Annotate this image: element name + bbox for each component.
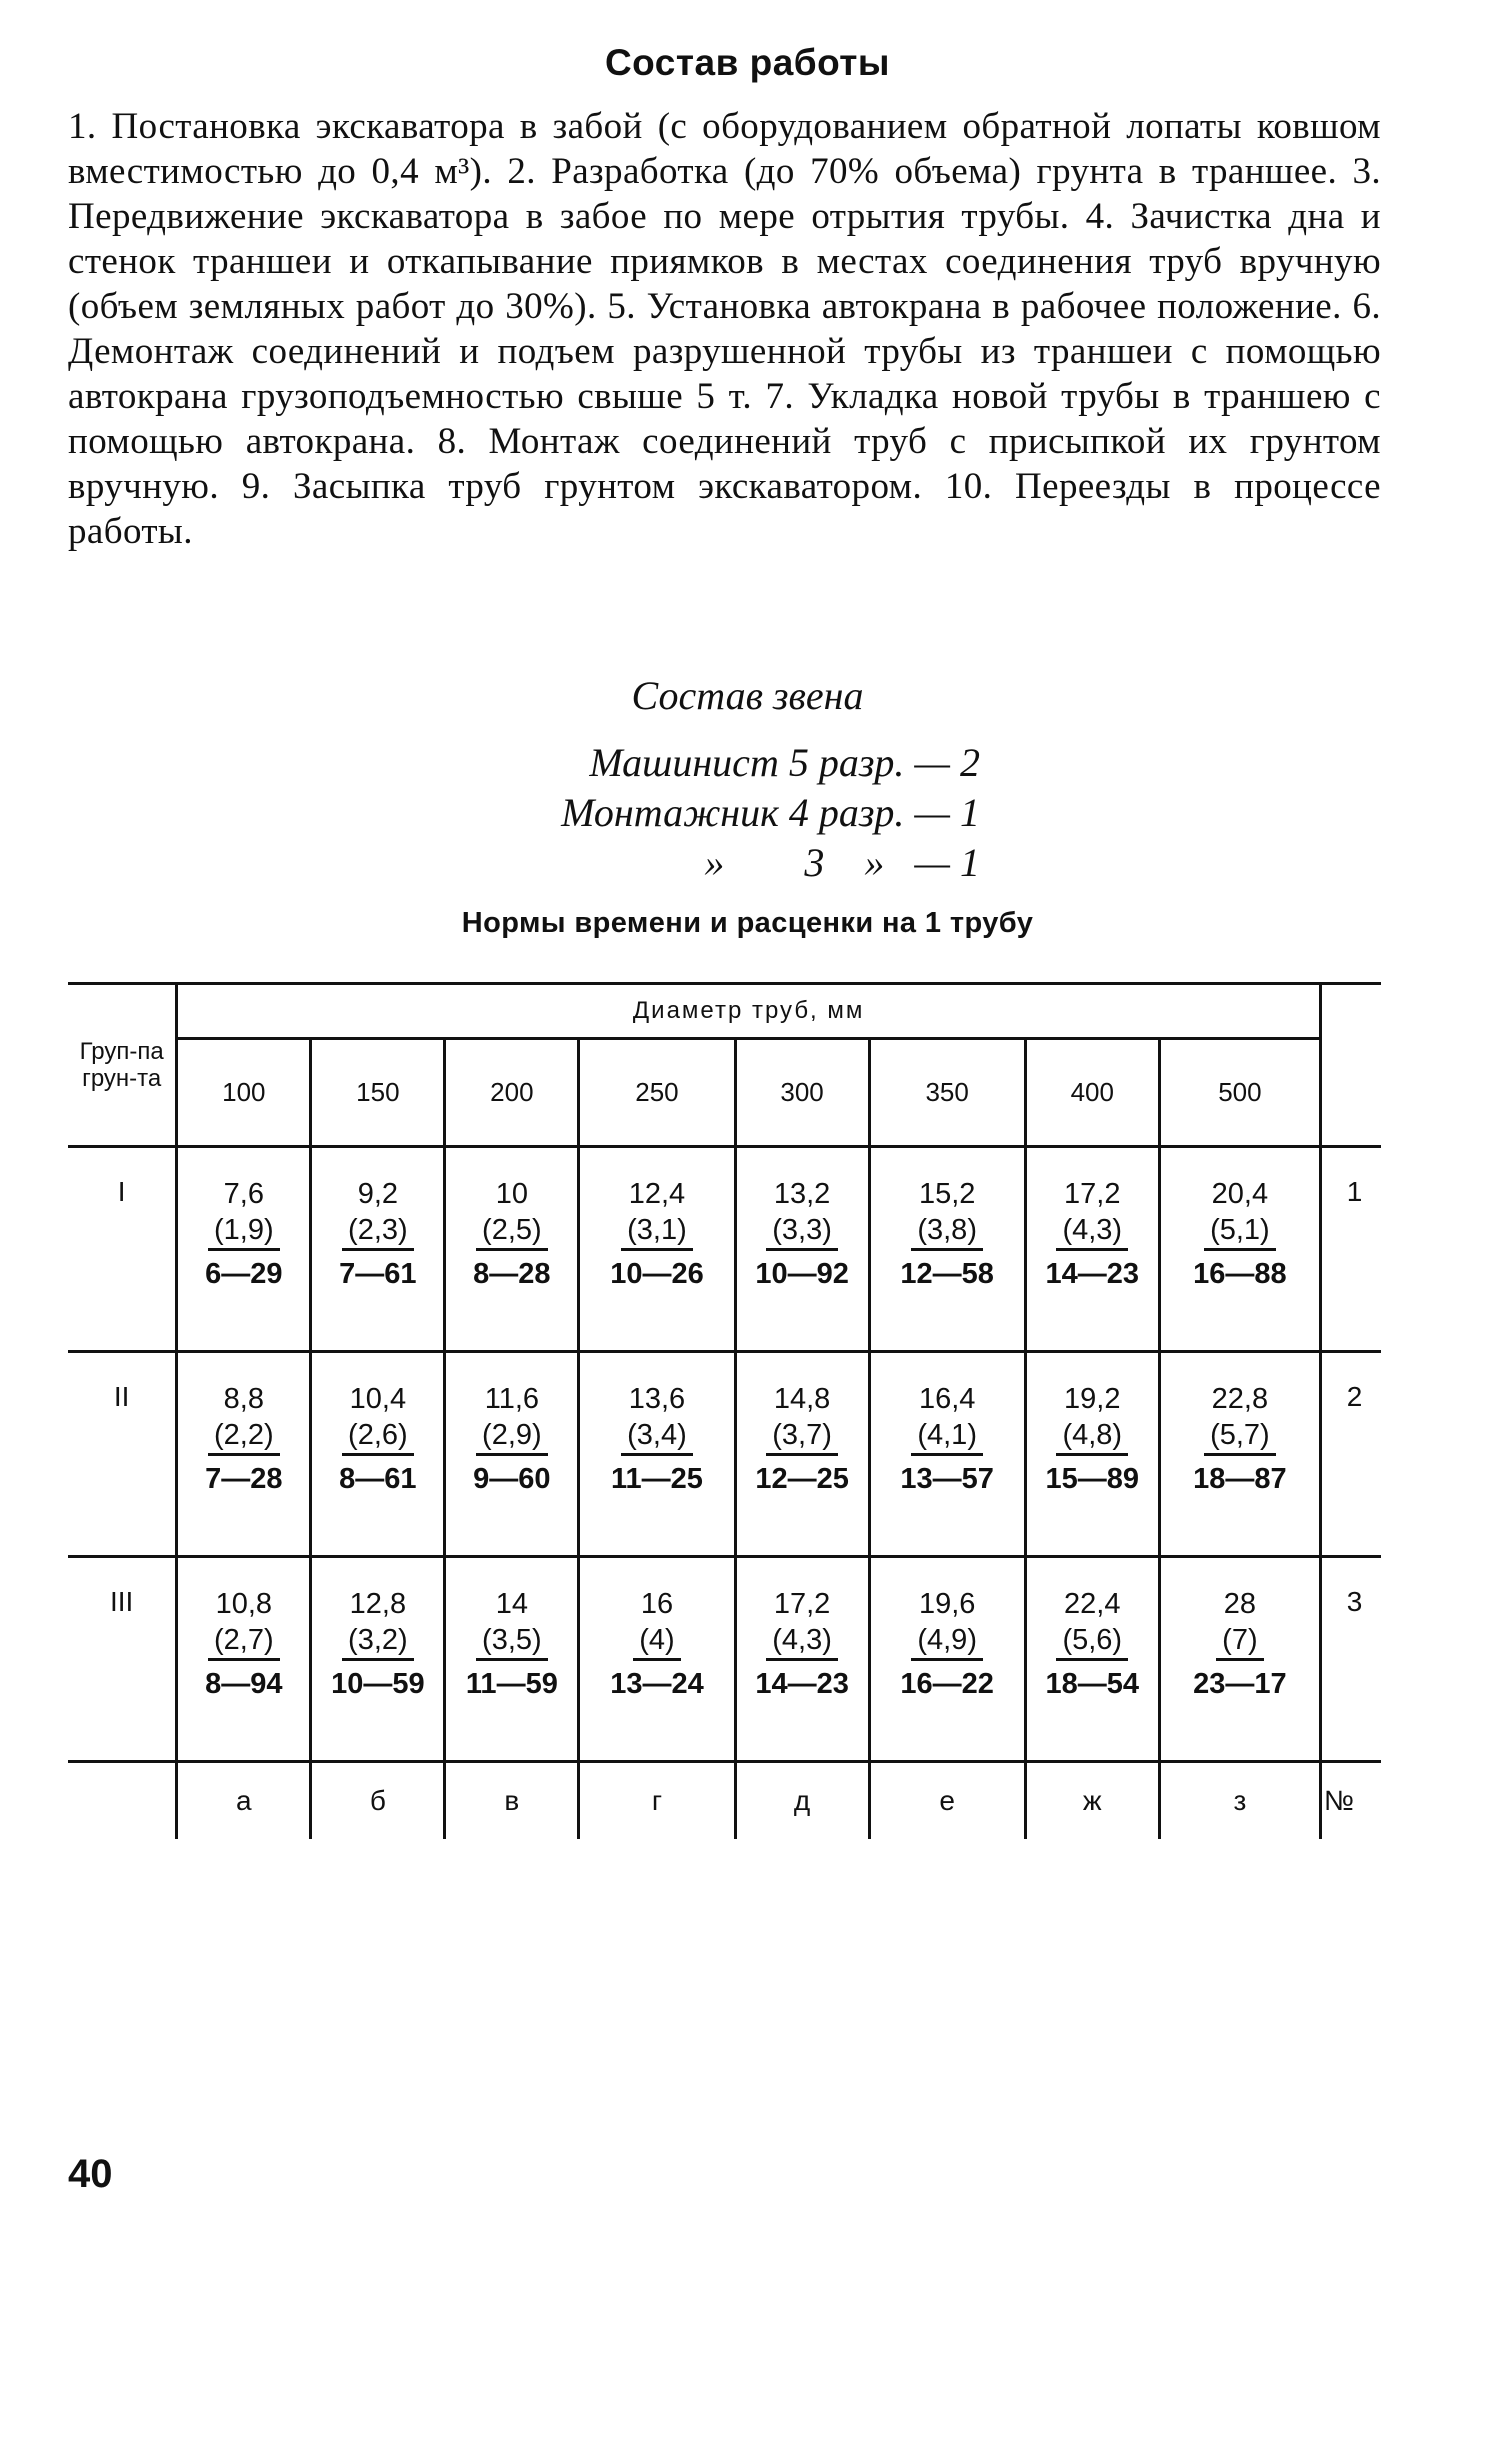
- rate-value: 8—28: [473, 1258, 551, 1290]
- machinist-time: (3,7): [766, 1417, 838, 1456]
- machinist-time: (4,9): [911, 1622, 983, 1661]
- time-norm: 20,4: [1211, 1178, 1269, 1210]
- norm-cell: [1159, 1557, 1320, 1762]
- machinist-time: (5,6): [1056, 1622, 1128, 1661]
- machinist-time: (2,6): [342, 1417, 414, 1456]
- table-row: [68, 1352, 1381, 1557]
- machinist-time: (3,5): [476, 1622, 548, 1661]
- rate-value: 12—58: [900, 1258, 994, 1290]
- pipe-diameter-header: Диаметр труб, мм: [177, 984, 1321, 1039]
- column-letter: е: [869, 1762, 1025, 1840]
- time-norm: 19,6: [918, 1588, 976, 1620]
- soil-group-cell: III: [68, 1557, 177, 1762]
- row-number: 2: [1321, 1352, 1382, 1557]
- time-norm: 8,8: [223, 1383, 264, 1415]
- blank-cell: [68, 1762, 177, 1840]
- machinist-time: (3,2): [342, 1622, 414, 1661]
- machinist-time: (4,3): [766, 1622, 838, 1661]
- soil-group-header: Груп-па грун-та: [68, 984, 177, 1147]
- rate-value: 23—17: [1193, 1668, 1287, 1700]
- norm-cell: [1025, 1147, 1159, 1352]
- norms-table: [68, 982, 1381, 1839]
- crew-row: » 3 » — 1: [704, 840, 980, 885]
- machinist-time: (3,3): [766, 1212, 838, 1251]
- rate-value: 16—88: [1193, 1258, 1287, 1290]
- time-norm: 14: [495, 1588, 528, 1620]
- rate-value: 10—92: [755, 1258, 849, 1290]
- diameter-column-header: 200: [445, 1039, 579, 1147]
- time-norm: 12,8: [349, 1588, 407, 1620]
- time-norm: 12,4: [628, 1178, 686, 1210]
- machinist-time: (4,3): [1056, 1212, 1128, 1251]
- column-letters-row: [68, 1762, 1381, 1840]
- work-composition-text: 1. Постановка экскаватора в забой (с оборудованием обратной лопаты ковшом вместимостью до 0,4 м³). 2. Разработка (до 70% объема) грунта в траншее. 3. Передвижение экскаватора в забое по мере отрытия трубы. 4. Зачистка дна и стенок траншеи и откапывание приямков в местах соединения труб вручную (объем земляных работ до 30%). 5. Установка автокрана в рабочее положение. 6. Демонтаж соединений и подъем разрушенной трубы из траншеи с помощью автокрана грузоподъемностью свыше 5 т. 7. Укладка новой трубы в траншею с помощью автокрана. 8. Монтаж соединений труб с присыпкой их грунтом вручную. 9. Засыпка труб грунтом экскаватором. 10. Переезды в процессе работы.: [68, 106, 1381, 552]
- diameter-column-header: 150: [311, 1039, 445, 1147]
- rate-value: 16—22: [900, 1668, 994, 1700]
- column-letter: в: [445, 1762, 579, 1840]
- time-norm: 10: [495, 1178, 528, 1210]
- norm-cell: [177, 1147, 311, 1352]
- machinist-time: (1,9): [208, 1212, 280, 1251]
- rate-value: 11—25: [611, 1463, 703, 1495]
- norm-cell: [311, 1147, 445, 1352]
- machinist-time: (5,7): [1204, 1417, 1276, 1456]
- rate-value: 8—61: [339, 1463, 417, 1495]
- machinist-time: (2,2): [208, 1417, 280, 1456]
- norm-cell: [579, 1352, 735, 1557]
- norm-cell: [869, 1557, 1025, 1762]
- rate-value: 9—60: [473, 1463, 551, 1495]
- machinist-time: (3,4): [621, 1417, 693, 1456]
- table-header-row: [68, 984, 1381, 1039]
- norm-cell: [445, 1352, 579, 1557]
- column-letter: г: [579, 1762, 735, 1840]
- norm-cell: [1159, 1352, 1320, 1557]
- time-norm: 9,2: [357, 1178, 399, 1210]
- time-norm: 13,6: [628, 1383, 686, 1415]
- rate-value: 10—59: [331, 1668, 425, 1700]
- diameter-column-header: 350: [869, 1039, 1025, 1147]
- work-composition-title: Состав работы: [604, 42, 891, 83]
- machinist-time: (2,9): [476, 1417, 548, 1456]
- diameter-column-header: 100: [177, 1039, 311, 1147]
- soil-group-cell: I: [68, 1147, 177, 1352]
- rate-value: 18—54: [1045, 1668, 1140, 1700]
- time-norm: 22,4: [1064, 1588, 1121, 1620]
- column-letter: з: [1159, 1762, 1320, 1840]
- machinist-time: (4,8): [1056, 1417, 1128, 1456]
- norm-cell: [1159, 1147, 1320, 1352]
- column-letter: д: [735, 1762, 869, 1840]
- number-sign: №: [1321, 1762, 1382, 1840]
- time-norm: 14,8: [773, 1383, 831, 1415]
- norm-cell: [445, 1557, 579, 1762]
- column-letter: б: [311, 1762, 445, 1840]
- rate-value: 7—28: [205, 1463, 283, 1495]
- norm-cell: [445, 1147, 579, 1352]
- rate-value: 14—23: [1045, 1258, 1140, 1290]
- time-norm: 13,2: [773, 1178, 831, 1210]
- norm-cell: [869, 1147, 1025, 1352]
- diameter-column-header: 250: [579, 1039, 735, 1147]
- table-row: [68, 1557, 1381, 1762]
- machinist-time: (5,1): [1204, 1212, 1276, 1251]
- norm-cell: [311, 1557, 445, 1762]
- row-number: 3: [1321, 1557, 1382, 1762]
- machinist-time: (7): [1216, 1622, 1263, 1661]
- norm-cell: [735, 1557, 869, 1762]
- row-number: 1: [1321, 1147, 1382, 1352]
- column-letter: а: [177, 1762, 311, 1840]
- column-letter: ж: [1025, 1762, 1159, 1840]
- time-norm: 16,4: [918, 1383, 976, 1415]
- norm-cell: [177, 1352, 311, 1557]
- soil-group-cell: II: [68, 1352, 177, 1557]
- rate-value: 12—25: [755, 1463, 849, 1495]
- page-number: 40: [68, 2152, 113, 2196]
- norm-cell: [579, 1557, 735, 1762]
- rate-value: 8—94: [205, 1668, 283, 1700]
- crew-list: [460, 738, 980, 888]
- time-norm: 17,2: [773, 1588, 831, 1620]
- row-number-header: [1321, 984, 1382, 1147]
- rate-value: 11—59: [465, 1668, 558, 1700]
- machinist-time: (3,1): [621, 1212, 693, 1251]
- time-norm: 11,6: [484, 1383, 540, 1415]
- norm-cell: [869, 1352, 1025, 1557]
- machinist-time: (2,3): [342, 1212, 414, 1251]
- rate-value: 13—57: [900, 1463, 994, 1495]
- diameter-column-header: 300: [735, 1039, 869, 1147]
- norm-cell: [177, 1557, 311, 1762]
- rate-value: 10—26: [610, 1258, 704, 1290]
- machinist-time: (4,1): [911, 1417, 983, 1456]
- rate-value: 13—24: [610, 1668, 704, 1700]
- crew-composition-title: Состав звена: [631, 673, 864, 718]
- time-norm: 10,4: [349, 1383, 407, 1415]
- rate-value: 15—89: [1045, 1463, 1140, 1495]
- norm-cell: [579, 1147, 735, 1352]
- diameter-column-header: 500: [1159, 1039, 1320, 1147]
- norm-cell: [1025, 1352, 1159, 1557]
- norm-cell: [735, 1352, 869, 1557]
- norm-cell: [311, 1352, 445, 1557]
- diameter-row: [68, 1039, 1381, 1147]
- machinist-time: (2,7): [208, 1622, 280, 1661]
- table-row: [68, 1147, 1381, 1352]
- rate-value: 14—23: [755, 1668, 849, 1700]
- time-norm: 7,6: [223, 1178, 264, 1210]
- machinist-time: (2,5): [476, 1212, 548, 1251]
- crew-row: Монтажник 4 разр. — 1: [561, 790, 980, 835]
- time-norm: 19,2: [1064, 1383, 1121, 1415]
- norm-cell: [1025, 1557, 1159, 1762]
- time-norm: 17,2: [1064, 1178, 1121, 1210]
- rate-value: 18—87: [1193, 1463, 1287, 1495]
- norms-table-title: Нормы времени и расценки на 1 трубу: [461, 907, 1034, 939]
- machinist-time: (4): [633, 1622, 680, 1661]
- machinist-time: (3,8): [911, 1212, 983, 1251]
- time-norm: 10,8: [215, 1588, 273, 1620]
- time-norm: 16: [640, 1588, 674, 1620]
- crew-row: Машинист 5 разр. — 2: [589, 740, 980, 785]
- time-norm: 15,2: [918, 1178, 976, 1210]
- time-norm: 22,8: [1211, 1383, 1269, 1415]
- time-norm: 28: [1223, 1588, 1257, 1620]
- diameter-column-header: 400: [1025, 1039, 1159, 1147]
- norm-cell: [735, 1147, 869, 1352]
- rate-value: 7—61: [339, 1258, 417, 1290]
- rate-value: 6—29: [205, 1258, 283, 1290]
